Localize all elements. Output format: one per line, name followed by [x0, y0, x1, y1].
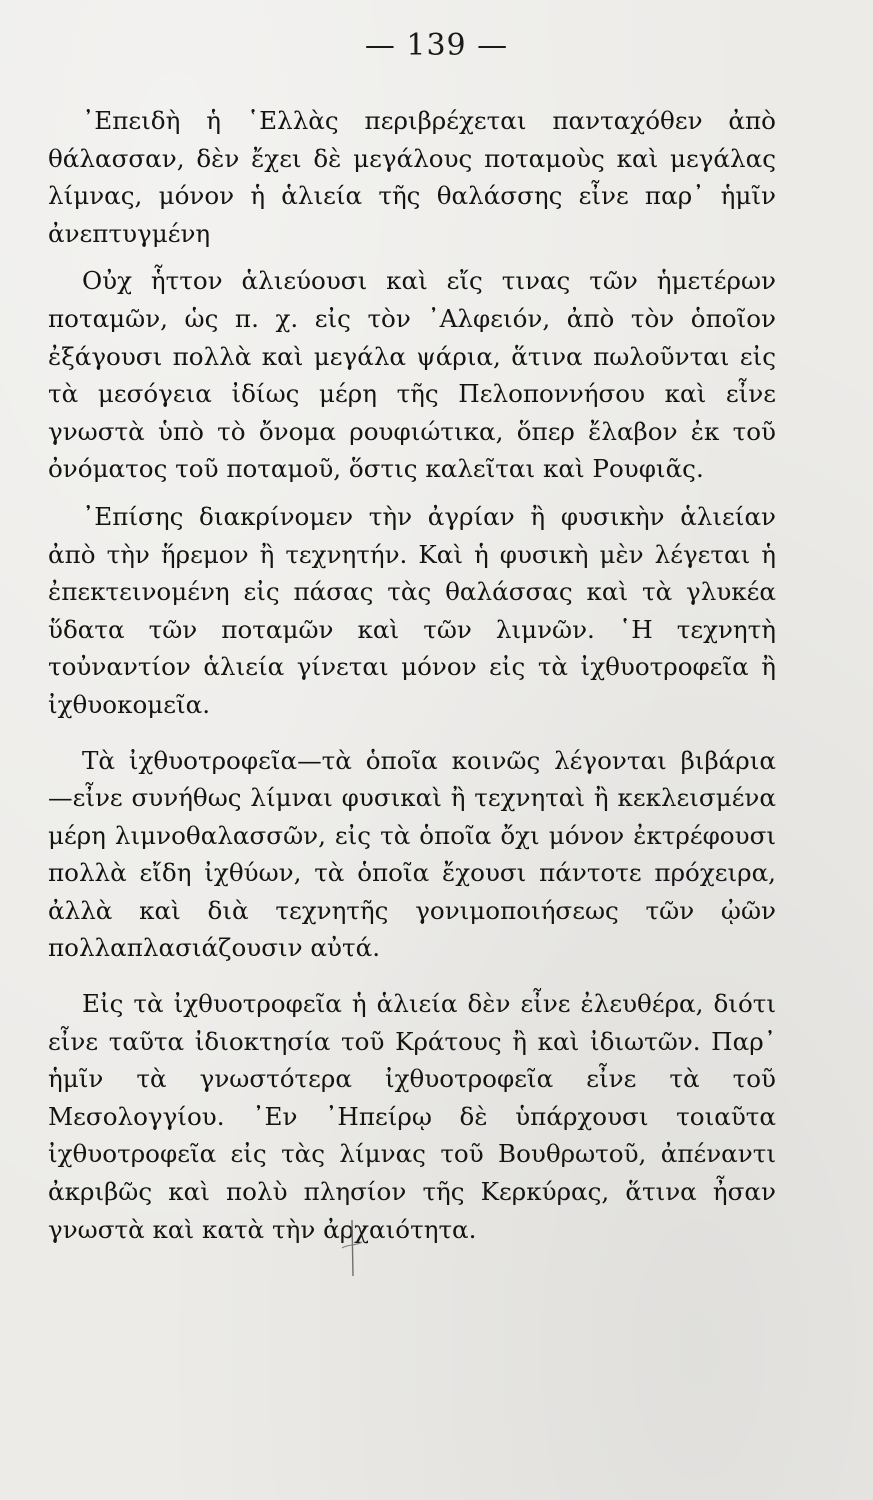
paragraph-2: Οὐχ ἧττον ἁλιεύουσι καὶ εἴς τινας τῶν ἡμετέρων ποταμῶν, ὡς π. χ. εἰς τὸν ᾽Αλφειόν, ἀπὸ τὸν ὁποῖον ἐξάγουσι πολλὰ καὶ μεγάλα ψάρια, ἅτινα πωλοῦνται εἰς τὰ μεσόγεια ἰδίως μέρη τῆς Πελοποννήσου καὶ εἶνε γνωστὰ ὑπὸ τὸ ὄνομα ρουφιώτικα, ὅπερ ἔλαβον ἐκ τοῦ ὀνόματος τοῦ ποταμοῦ, ὅστις καλεῖται καὶ Ρουφιᾶς.	[48, 266, 776, 484]
paragraph-1: ᾽Επειδὴ ἡ ῾Ελλὰς περιβρέχεται πανταχόθεν ἀπὸ θάλασσαν, δὲν ἔχει δὲ μεγάλους ποταμοὺς καὶ μεγάλας λίμνας, μόνον ἡ ἁλιεία τῆς θαλάσσης εἶνε παρ᾽ ἡμῖν ἀνεπτυγμένη	[48, 106, 776, 248]
body-text	[48, 102, 776, 1248]
paragraph-5: Εἰς τὰ ἰχθυοτροφεῖα ἡ ἁλιεία δὲν εἶνε ἐλευθέρα, διότι εἶνε ταῦτα ἰδιοκτησία τοῦ Κράτους ἢ καὶ ἰδιωτῶν. Παρ᾽ ἡμῖν τὰ γνωστότερα ἰχθυοτροφεῖα εἶνε τὰ τοῦ Μεσολογγίου. ᾽Εν ᾽Ηπείρῳ δὲ ὑπάρχουσι τοιαῦτα ἰχθυοτροφεῖα εἰς τὰς λίμνας τοῦ Βουθρωτοῦ, ἀπέναντι ἀκριβῶς καὶ πολὺ πλησίον τῆς Κερκύρας, ἅτινα ἦσαν γνωστὰ καὶ κατὰ τὴν ἀρχαιότητα.	[48, 989, 776, 1244]
page-number: — 139 —	[364, 28, 509, 63]
paragraph-3: ᾽Επίσης διακρίνομεν τὴν ἀγρίαν ἢ φυσικὴν ἁλιείαν ἀπὸ τὴν ἥρεμον ἢ τεχνητήν. Καὶ ἡ φυσικὴ μὲν λέγεται ἡ ἐπεκτεινομένη εἰς πάσας τὰς θαλάσσας καὶ τὰ γλυκέα ὕδατα τῶν ποταμῶν καὶ τῶν λιμνῶν. ῾Η τεχνητὴ τοὐναντίον ἁλιεία γίνεται μόνον εἰς τὰ ἰχθυοτροφεῖα ἢ ἰχθυοκομεῖα.	[48, 501, 776, 719]
paragraph-4: Τὰ ἰχθυοτροφεῖα—τὰ ὁποῖα κοινῶς λέγονται βιβάρια —εἶνε συνήθως λίμναι φυσικαὶ ἢ τεχνηταὶ ἢ κεκλεισμένα μέρη λιμνοθαλασσῶν, εἰς τὰ ὁποῖα ὄχι μόνον ἐκτρέφουσι πολλὰ εἴδη ἰχθύων, τὰ ὁποῖα ἔχουσι πάντοτε πρόχειρα, ἀλλὰ καὶ διὰ τεχνητῆς γονιμοποιήσεως τῶν ᾠῶν πολλαπλασιάζουσιν αὐτά.	[48, 745, 776, 963]
